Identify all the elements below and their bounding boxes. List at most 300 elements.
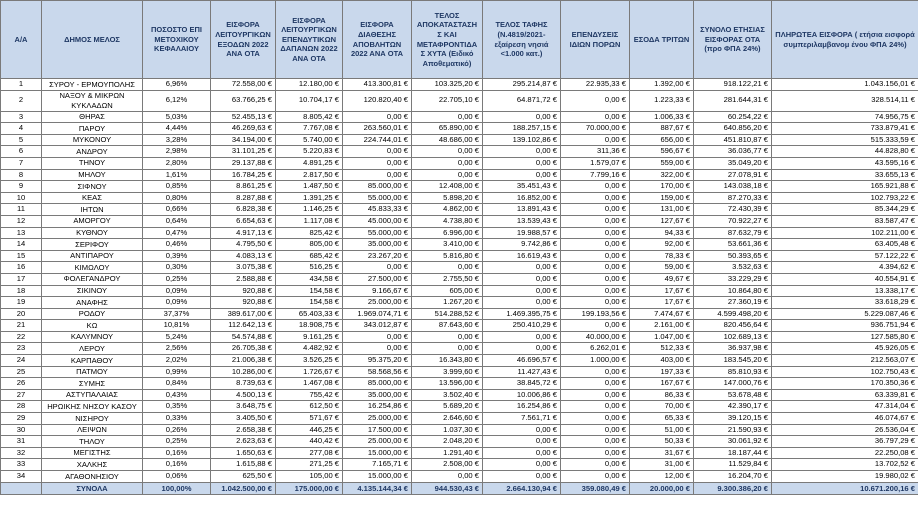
- table-cell: 5.898,20 €: [412, 192, 483, 204]
- table-cell: 0,00 €: [561, 239, 630, 251]
- table-cell: 9.742,86 €: [483, 239, 561, 251]
- table-cell: 1.117,08 €: [276, 215, 343, 227]
- table-row: [1, 90, 918, 111]
- table-cell: 0,00 €: [483, 297, 561, 309]
- table-row: [1, 389, 918, 401]
- table-cell: 6.262,01 €: [561, 343, 630, 355]
- table-cell: 0,00 €: [561, 227, 630, 239]
- table-cell: 0,00 €: [412, 111, 483, 123]
- table-cell: 440,42 €: [276, 436, 343, 448]
- table-cell: 0,16%: [143, 459, 211, 471]
- table-cell: 3: [1, 111, 42, 123]
- table-cell: 1.291,40 €: [412, 447, 483, 459]
- table-cell: 55.000,00 €: [343, 192, 412, 204]
- table-cell: 224.744,01 €: [343, 134, 412, 146]
- table-cell: 212.563,07 €: [772, 355, 918, 367]
- table-cell: 1.006,33 €: [630, 111, 694, 123]
- table-cell: 0,00 €: [412, 331, 483, 343]
- table-row: [1, 134, 918, 146]
- table-cell: 3.405,50 €: [211, 413, 276, 425]
- table-cell: 4.083,13 €: [211, 250, 276, 262]
- table-cell: 413.300,81 €: [343, 79, 412, 91]
- table-cell: 1: [1, 79, 42, 91]
- table-cell: 0,00 €: [561, 181, 630, 193]
- table-cell: 57.122,22 €: [772, 250, 918, 262]
- table-cell: 920,88 €: [211, 285, 276, 297]
- table-cell: 72.430,39 €: [694, 204, 772, 216]
- table-cell: 12.408,00 €: [412, 181, 483, 193]
- municipality-name: ΣΕΡΙΦΟΥ: [42, 239, 143, 251]
- table-cell: 103.325,20 €: [412, 79, 483, 91]
- table-cell: 16.204,70 €: [694, 471, 772, 483]
- table-cell: 0,00 €: [561, 273, 630, 285]
- table-cell: 0,47%: [143, 227, 211, 239]
- table-cell: 4.482,92 €: [276, 343, 343, 355]
- table-cell: 55.000,00 €: [343, 227, 412, 239]
- table-cell: 87.643,60 €: [412, 320, 483, 332]
- table-cell: 4: [1, 123, 42, 135]
- municipality-name: ΚΥΘΝΟΥ: [42, 227, 143, 239]
- table-cell: 35.049,20 €: [694, 157, 772, 169]
- table-row: [1, 111, 918, 123]
- table-cell: 3.502,40 €: [412, 389, 483, 401]
- table-cell: 1.146,25 €: [276, 204, 343, 216]
- table-cell: 4.394,62 €: [772, 262, 918, 274]
- table-cell: 60.254,22 €: [694, 111, 772, 123]
- table-cell: 63.405,48 €: [772, 239, 918, 251]
- table-cell: 127,67 €: [630, 215, 694, 227]
- table-cell: 22.705,10 €: [412, 90, 483, 111]
- table-cell: 21.006,38 €: [211, 355, 276, 367]
- table-row: [1, 227, 918, 239]
- table-cell: 0,00 €: [483, 331, 561, 343]
- table-cell: 197,33 €: [630, 366, 694, 378]
- table-cell: 15.000,00 €: [343, 471, 412, 483]
- table-cell: 4.599.498,20 €: [694, 308, 772, 320]
- table-cell: 7.561,71 €: [483, 413, 561, 425]
- table-cell: 0,80%: [143, 192, 211, 204]
- table-cell: 85.000,00 €: [343, 378, 412, 390]
- table-cell: 25.000,00 €: [343, 413, 412, 425]
- table-cell: 33.229,29 €: [694, 273, 772, 285]
- table-cell: 17,67 €: [630, 285, 694, 297]
- table-cell: 21.590,93 €: [694, 424, 772, 436]
- table-cell: 0,00 €: [561, 285, 630, 297]
- table-cell: 199.193,56 €: [561, 308, 630, 320]
- table-cell: 2,98%: [143, 146, 211, 158]
- table-cell: 1.467,08 €: [276, 378, 343, 390]
- table-cell: 820.456,64 €: [694, 320, 772, 332]
- table-row: [1, 215, 918, 227]
- table-row: [1, 250, 918, 262]
- table-cell: 85.344,29 €: [772, 204, 918, 216]
- municipality-name: ΝΙΣΗΡΟΥ: [42, 413, 143, 425]
- table-cell: 0,00 €: [343, 262, 412, 274]
- table-row: [1, 413, 918, 425]
- table-cell: 6.996,00 €: [412, 227, 483, 239]
- table-cell: 105,00 €: [276, 471, 343, 483]
- table-cell: 33.655,13 €: [772, 169, 918, 181]
- table-cell: 33: [1, 459, 42, 471]
- table-cell: 16.343,80 €: [412, 355, 483, 367]
- table-cell: 3.526,25 €: [276, 355, 343, 367]
- table-cell: 7.165,71 €: [343, 459, 412, 471]
- table-cell: 13.891,43 €: [483, 204, 561, 216]
- table-cell: 18.187,44 €: [694, 447, 772, 459]
- municipality-name: ΤΗΛΟΥ: [42, 436, 143, 448]
- column-header: ΠΟΣΟΣΤΟ ΕΠΙ ΜΕΤΟΧΙΚΟΥ ΚΕΦΑΛΑΙΟΥ: [143, 1, 211, 79]
- table-cell: 0,25%: [143, 436, 211, 448]
- table-cell: 45.000,00 €: [343, 215, 412, 227]
- table-cell: 25.000,00 €: [343, 297, 412, 309]
- table-cell: 0,00 €: [483, 111, 561, 123]
- table-cell: 85.000,00 €: [343, 181, 412, 193]
- table-cell: 13.539,43 €: [483, 215, 561, 227]
- table-cell: 25: [1, 366, 42, 378]
- table-cell: 0,66%: [143, 204, 211, 216]
- table-cell: 52.455,13 €: [211, 111, 276, 123]
- municipality-name: ΜΕΓΙΣΤΗΣ: [42, 447, 143, 459]
- total-cell: 4.135.144,34 €: [343, 482, 412, 494]
- table-cell: 14: [1, 239, 42, 251]
- table-cell: 92,00 €: [630, 239, 694, 251]
- table-cell: 0,00 €: [412, 343, 483, 355]
- table-row: [1, 169, 918, 181]
- table-cell: 656,00 €: [630, 134, 694, 146]
- table-cell: 0,09%: [143, 297, 211, 309]
- table-cell: 4,44%: [143, 123, 211, 135]
- table-cell: 0,00 €: [561, 366, 630, 378]
- table-cell: 87.632,79 €: [694, 227, 772, 239]
- table-cell: 0,00 €: [561, 134, 630, 146]
- table-cell: 6: [1, 146, 42, 158]
- total-cell: 9.300.386,20 €: [694, 482, 772, 494]
- table-cell: 170,00 €: [630, 181, 694, 193]
- table-cell: 0,00 €: [561, 192, 630, 204]
- table-cell: 70.922,27 €: [694, 215, 772, 227]
- column-header: ΕΠΕΝΔΥΣΕΙΣ ΙΔΙΩΝ ΠΟΡΩΝ: [561, 1, 630, 79]
- table-cell: 640.856,20 €: [694, 123, 772, 135]
- table-cell: 50,33 €: [630, 436, 694, 448]
- table-cell: 10,81%: [143, 320, 211, 332]
- table-cell: 58.568,56 €: [343, 366, 412, 378]
- table-cell: 0,30%: [143, 262, 211, 274]
- table-cell: 2.508,00 €: [412, 459, 483, 471]
- municipality-name: ΦΟΛΕΓΑΝΔΡΟΥ: [42, 273, 143, 285]
- table-cell: 0,39%: [143, 250, 211, 262]
- table-cell: 0,00 €: [483, 471, 561, 483]
- table-cell: 1.043.156,01 €: [772, 79, 918, 91]
- totals-row: [1, 482, 918, 494]
- table-cell: 10.286,00 €: [211, 366, 276, 378]
- table-cell: 167,67 €: [630, 378, 694, 390]
- table-cell: 5.220,83 €: [276, 146, 343, 158]
- table-cell: 322,00 €: [630, 169, 694, 181]
- table-cell: 127.585,80 €: [772, 331, 918, 343]
- table-body: [1, 79, 918, 495]
- municipality-name: ΣΥΜΗΣ: [42, 378, 143, 390]
- table-cell: 70.000,00 €: [561, 123, 630, 135]
- table-cell: 170.350,36 €: [772, 378, 918, 390]
- table-cell: 0,00 €: [561, 401, 630, 413]
- table-cell: 0,00 €: [343, 343, 412, 355]
- table-cell: 1.000,00 €: [561, 355, 630, 367]
- table-cell: 0,99%: [143, 366, 211, 378]
- table-cell: 755,42 €: [276, 389, 343, 401]
- table-cell: 4.862,00 €: [412, 204, 483, 216]
- table-cell: 11.529,84 €: [694, 459, 772, 471]
- table-cell: 5.816,80 €: [412, 250, 483, 262]
- table-cell: 16.254,86 €: [483, 401, 561, 413]
- table-cell: 0,00 €: [561, 471, 630, 483]
- municipality-name: ΜΥΚΟΝΟΥ: [42, 134, 143, 146]
- table-row: [1, 79, 918, 91]
- table-cell: 85.810,93 €: [694, 366, 772, 378]
- table-row: [1, 366, 918, 378]
- column-header: ΕΙΣΦΟΡΑ ΔΙΑΘΕΣΗΣ ΑΠΟΒΛΗΤΩΝ 2022 ΑΝΑ ΟΤΑ: [343, 1, 412, 79]
- table-cell: 38.845,72 €: [483, 378, 561, 390]
- table-cell: 0,00 €: [561, 320, 630, 332]
- table-cell: 1.037,30 €: [412, 424, 483, 436]
- table-cell: 0,00 €: [561, 436, 630, 448]
- table-cell: 16.254,86 €: [343, 401, 412, 413]
- table-cell: 49,67 €: [630, 273, 694, 285]
- table-cell: 3.532,63 €: [694, 262, 772, 274]
- table-cell: 26.536,04 €: [772, 424, 918, 436]
- table-cell: 277,08 €: [276, 447, 343, 459]
- table-cell: 4.500,13 €: [211, 389, 276, 401]
- table-cell: 6.828,38 €: [211, 204, 276, 216]
- table-cell: 34.194,00 €: [211, 134, 276, 146]
- table-cell: 887,67 €: [630, 123, 694, 135]
- total-cell: 20.000,00 €: [630, 482, 694, 494]
- table-cell: 0,00 €: [483, 262, 561, 274]
- column-header: ΤΕΛΟΣ ΑΠΟΚΑΤΑΣΤΑΣΗ Σ ΚΑΙ ΜΕΤΑΦΡΟΝΤΙΔΑ Σ ΧΥΤΑ (Ειδικό Αποθεματικό): [412, 1, 483, 79]
- table-row: [1, 273, 918, 285]
- municipality-name: ΚΙΜΩΛΟΥ: [42, 262, 143, 274]
- table-row: [1, 192, 918, 204]
- table-row: [1, 123, 918, 135]
- table-cell: 94,33 €: [630, 227, 694, 239]
- table-cell: 8.739,63 €: [211, 378, 276, 390]
- table-cell: 2.048,20 €: [412, 436, 483, 448]
- municipality-name: ΚΑΡΠΑΘΟΥ: [42, 355, 143, 367]
- municipality-name: ΛΕΙΨΩΝ: [42, 424, 143, 436]
- table-cell: 0,25%: [143, 273, 211, 285]
- table-cell: 13.702,52 €: [772, 459, 918, 471]
- table-cell: 35.000,00 €: [343, 389, 412, 401]
- table-cell: 17,67 €: [630, 297, 694, 309]
- table-cell: 10.704,17 €: [276, 90, 343, 111]
- table-cell: 0,35%: [143, 401, 211, 413]
- table-cell: 43.595,16 €: [772, 157, 918, 169]
- table-cell: 4.917,13 €: [211, 227, 276, 239]
- table-cell: 0,00 €: [483, 436, 561, 448]
- table-row: [1, 436, 918, 448]
- table-row: [1, 447, 918, 459]
- municipality-name: ΑΝΑΦΗΣ: [42, 297, 143, 309]
- table-cell: 0,85%: [143, 181, 211, 193]
- table-cell: 1.391,25 €: [276, 192, 343, 204]
- table-cell: 19: [1, 297, 42, 309]
- municipality-name: ΑΓΑΘΟΝΗΣΙΟΥ: [42, 471, 143, 483]
- table-cell: 1.487,50 €: [276, 181, 343, 193]
- table-cell: 1.650,63 €: [211, 447, 276, 459]
- table-cell: 8.805,42 €: [276, 111, 343, 123]
- table-cell: 516,25 €: [276, 262, 343, 274]
- table-cell: 0,84%: [143, 378, 211, 390]
- table-cell: 31.101,25 €: [211, 146, 276, 158]
- table-cell: 2.658,38 €: [211, 424, 276, 436]
- table-cell: 0,00 €: [343, 111, 412, 123]
- table-cell: 20: [1, 308, 42, 320]
- table-cell: 31: [1, 436, 42, 448]
- table-cell: 36.036,77 €: [694, 146, 772, 158]
- column-header: ΠΛΗΡΩΤΕΑ ΕΙΣΦΟΡΑ ( ετήσια εισφορά συμπεριλαμβανομ ένου ΦΠΑ 24%): [772, 1, 918, 79]
- municipality-name: ΣΙΚΙΝΟΥ: [42, 285, 143, 297]
- table-cell: 48.686,00 €: [412, 134, 483, 146]
- table-cell: 250.410,29 €: [483, 320, 561, 332]
- table-cell: 27.360,19 €: [694, 297, 772, 309]
- municipality-name: ΙΗΤΩΝ: [42, 204, 143, 216]
- table-cell: 50.393,65 €: [694, 250, 772, 262]
- table-cell: 2,80%: [143, 157, 211, 169]
- total-cell: 2.664.130,94 €: [483, 482, 561, 494]
- table-cell: 0,00 €: [561, 111, 630, 123]
- table-cell: 72.558,00 €: [211, 79, 276, 91]
- table-cell: 0,43%: [143, 389, 211, 401]
- table-cell: 15.000,00 €: [343, 447, 412, 459]
- table-cell: 0,00 €: [483, 459, 561, 471]
- municipality-name: ΝΑΞΟΥ & ΜΙΚΡΩΝ ΚΥΚΛΑΔΩΝ: [42, 90, 143, 111]
- table-row: [1, 204, 918, 216]
- table-cell: 53.678,48 €: [694, 389, 772, 401]
- table-cell: 0,00 €: [561, 378, 630, 390]
- table-cell: 4.891,25 €: [276, 157, 343, 169]
- table-cell: 6,96%: [143, 79, 211, 91]
- table-cell: 0,09%: [143, 285, 211, 297]
- municipality-name: ΑΣΤΥΠΑΛΑΙΑΣ: [42, 389, 143, 401]
- table-header: [1, 1, 918, 79]
- table-row: [1, 401, 918, 413]
- table-cell: 571,67 €: [276, 413, 343, 425]
- table-cell: 188.257,15 €: [483, 123, 561, 135]
- table-cell: 10.864,80 €: [694, 285, 772, 297]
- table-cell: 46.074,67 €: [772, 413, 918, 425]
- column-header: ΤΕΛΟΣ ΤΑΦΗΣ (Ν.4819/2021- εξαίρεση νησιά <1.000 κατ.): [483, 1, 561, 79]
- municipality-name: ΡΟΔΟΥ: [42, 308, 143, 320]
- table-cell: 5.229.087,46 €: [772, 308, 918, 320]
- table-cell: 44.828,80 €: [772, 146, 918, 158]
- table-row: [1, 424, 918, 436]
- table-cell: 403,00 €: [630, 355, 694, 367]
- table-cell: 733.879,41 €: [772, 123, 918, 135]
- table-cell: 936.751,94 €: [772, 320, 918, 332]
- table-cell: 1.726,67 €: [276, 366, 343, 378]
- table-cell: 0,00 €: [483, 285, 561, 297]
- total-cell: [1, 482, 42, 494]
- table-cell: 0,00 €: [561, 413, 630, 425]
- table-cell: 25.000,00 €: [343, 436, 412, 448]
- table-cell: 3.410,00 €: [412, 239, 483, 251]
- table-cell: 9: [1, 181, 42, 193]
- table-cell: 83.587,47 €: [772, 215, 918, 227]
- table-cell: 102.211,00 €: [772, 227, 918, 239]
- table-cell: 11: [1, 204, 42, 216]
- column-header: Α/Α: [1, 1, 42, 79]
- table-cell: 1.579,07 €: [561, 157, 630, 169]
- table-cell: 112.642,13 €: [211, 320, 276, 332]
- table-cell: 434,58 €: [276, 273, 343, 285]
- municipality-name: ΑΜΟΡΓΟΥ: [42, 215, 143, 227]
- table-cell: 63.766,25 €: [211, 90, 276, 111]
- table-cell: 596,67 €: [630, 146, 694, 158]
- table-cell: 28: [1, 401, 42, 413]
- table-cell: 36.937,98 €: [694, 343, 772, 355]
- table-cell: 2,56%: [143, 343, 211, 355]
- total-cell: 100,00%: [143, 482, 211, 494]
- table-cell: 2,02%: [143, 355, 211, 367]
- table-cell: 17.500,00 €: [343, 424, 412, 436]
- table-cell: 27: [1, 389, 42, 401]
- table-cell: 625,50 €: [211, 471, 276, 483]
- table-cell: 10: [1, 192, 42, 204]
- table-cell: 13.596,00 €: [412, 378, 483, 390]
- municipality-name: ΤΗΝΟΥ: [42, 157, 143, 169]
- table-row: [1, 146, 918, 158]
- table-cell: 281.644,31 €: [694, 90, 772, 111]
- table-cell: 27.078,91 €: [694, 169, 772, 181]
- table-cell: 46.269,63 €: [211, 123, 276, 135]
- table-cell: 0,00 €: [483, 273, 561, 285]
- table-cell: 1.392,00 €: [630, 79, 694, 91]
- table-cell: 6.654,63 €: [211, 215, 276, 227]
- table-cell: 3.648,75 €: [211, 401, 276, 413]
- table-cell: 9.166,67 €: [343, 285, 412, 297]
- table-cell: 64.871,72 €: [483, 90, 561, 111]
- table-row: [1, 471, 918, 483]
- municipality-name: ΚΑΛΥΜΝΟΥ: [42, 331, 143, 343]
- table-cell: 54.574,88 €: [211, 331, 276, 343]
- table-cell: 23: [1, 343, 42, 355]
- table-cell: 0,00 €: [483, 424, 561, 436]
- table-cell: 0,00 €: [412, 262, 483, 274]
- table-cell: 7: [1, 157, 42, 169]
- table-cell: 512,33 €: [630, 343, 694, 355]
- municipality-name: ΚΩ: [42, 320, 143, 332]
- municipality-name: ΚΕΑΣ: [42, 192, 143, 204]
- table-cell: 102.750,43 €: [772, 366, 918, 378]
- table-cell: 40.000,00 €: [561, 331, 630, 343]
- table-cell: 51,00 €: [630, 424, 694, 436]
- table-cell: 30.061,92 €: [694, 436, 772, 448]
- table-cell: 8.287,88 €: [211, 192, 276, 204]
- table-cell: 35.451,43 €: [483, 181, 561, 193]
- table-cell: 65.890,00 €: [412, 123, 483, 135]
- table-cell: 0,00 €: [561, 215, 630, 227]
- table-cell: 154,58 €: [276, 297, 343, 309]
- table-cell: 27.500,00 €: [343, 273, 412, 285]
- table-cell: 31,67 €: [630, 447, 694, 459]
- table-cell: 34: [1, 471, 42, 483]
- table-cell: 5,24%: [143, 331, 211, 343]
- table-cell: 159,00 €: [630, 192, 694, 204]
- municipality-name: ΧΑΛΚΗΣ: [42, 459, 143, 471]
- table-cell: 95.375,20 €: [343, 355, 412, 367]
- table-cell: 918.122,21 €: [694, 79, 772, 91]
- table-cell: 4.795,50 €: [211, 239, 276, 251]
- total-cell: 944.530,43 €: [412, 482, 483, 494]
